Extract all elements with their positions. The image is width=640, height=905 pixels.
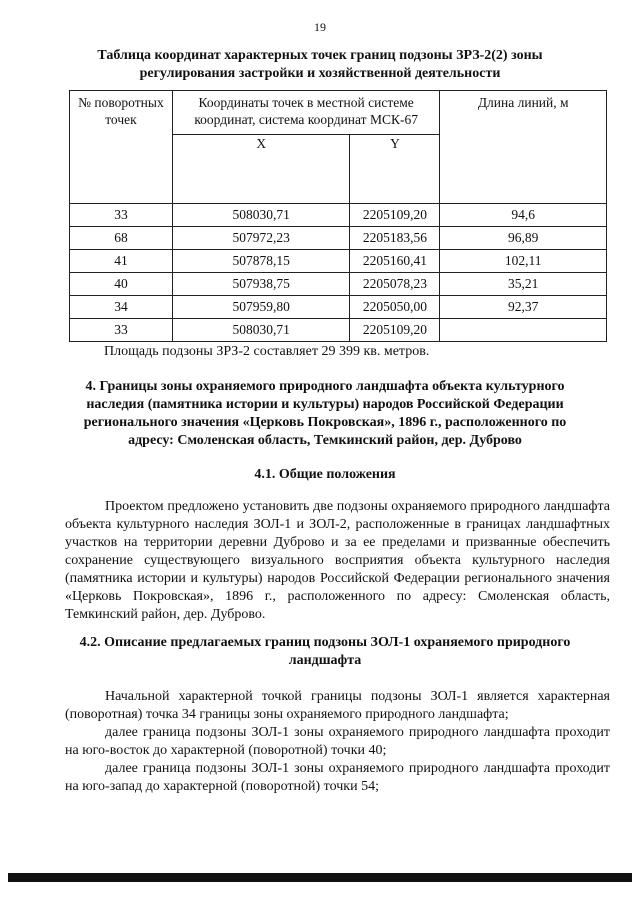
cell-point: 33 <box>70 204 173 227</box>
section-4-2-paragraph-3: далее граница подзоны ЗОЛ-1 зоны охраняемого природного ландшафта проходит на юго-запад до характерной (поворотной) точки 54; <box>65 761 610 794</box>
cell-y: 2205160,41 <box>350 250 440 273</box>
table-row <box>70 250 607 273</box>
section-4-2-paragraph-1: Начальной характерной точкой границы подзоны ЗОЛ-1 является характерная (поворотная) точка 34 границы зоны охраняемого природного ландшафта; <box>65 689 610 722</box>
cell-y: 2205109,20 <box>350 204 440 227</box>
table-row <box>70 296 607 319</box>
cell-point: 33 <box>70 319 173 342</box>
table-row <box>70 227 607 250</box>
section-4-2-paragraph-2: далее граница подзоны ЗОЛ-1 зоны охраняемого природного ландшафта проходит на юго-восток до характерной (поворотной) точки 40; <box>65 725 610 758</box>
section-4-heading: 4. Границы зоны охраняемого природного ландшафта объекта культурного наследия (памятника истории и культуры) народов Российской Федерации регионального значения «Церковь Покровская», 1896 г., расположенного по адресу: Смоленская область, Темкинский район, дер. Дуброво <box>83 379 567 448</box>
cell-x: 507878,15 <box>172 250 350 273</box>
table-row <box>70 204 607 227</box>
section-4-2-heading: 4.2. Описание предлагаемых границ подзоны ЗОЛ-1 охраняемого природного ландшафта <box>79 635 571 668</box>
cell-y: 2205183,56 <box>350 227 440 250</box>
table-title: Таблица координат характерных точек границ подзоны ЗРЗ-2(2) зоны регулирования застройки и хозяйственной деятельности <box>97 48 543 81</box>
cell-y: 2205109,20 <box>350 319 440 342</box>
cell-length: 96,89 <box>440 227 607 250</box>
cell-length: 92,37 <box>440 296 607 319</box>
header-line-length: Длина линий, м <box>440 91 607 204</box>
section-4-1-heading: 4.1. Общие положения <box>254 467 396 482</box>
table-row <box>70 273 607 296</box>
cell-point: 40 <box>70 273 173 296</box>
scan-edge-bar <box>8 873 632 882</box>
table-row <box>70 319 607 342</box>
header-y: Y <box>350 135 440 204</box>
section-4-1-paragraph: Проектом предложено установить две подзоны охраняемого природного ландшафта объекта культурного наследия ЗОЛ-1 и ЗОЛ-2, расположенные в границах ландшафтных участков на территории деревни Дуброво и за ее пределами и призванные обеспечить сохранение существующего визуального восприятия объекта культурного наследия (памятника истории и культуры) народов Российской Федерации регионального значения «Церковь Покровская», 1896 г., расположенного по адресу: Смоленская область, Темкинский район, дер. Дуброво. <box>65 499 610 622</box>
cell-point: 41 <box>70 250 173 273</box>
coordinates-table <box>69 90 607 342</box>
cell-length: 102,11 <box>440 250 607 273</box>
cell-y: 2205078,23 <box>350 273 440 296</box>
cell-point: 34 <box>70 296 173 319</box>
cell-length: 35,21 <box>440 273 607 296</box>
header-coordinates-group: Координаты точек в местной системе координат, система координат МСК-67 <box>172 91 440 135</box>
cell-point: 68 <box>70 227 173 250</box>
area-statement: Площадь подзоны ЗРЗ-2 составляет 29 399 кв. метров. <box>104 344 430 359</box>
cell-x: 507959,80 <box>172 296 350 319</box>
cell-length: 94,6 <box>440 204 607 227</box>
cell-x: 508030,71 <box>172 204 350 227</box>
page-number: 19 <box>314 20 326 34</box>
table-header-row <box>70 91 607 135</box>
cell-x: 507938,75 <box>172 273 350 296</box>
cell-length <box>440 319 607 342</box>
cell-x: 507972,23 <box>172 227 350 250</box>
cell-y: 2205050,00 <box>350 296 440 319</box>
header-x: X <box>172 135 350 204</box>
cell-x: 508030,71 <box>172 319 350 342</box>
header-point-number: № поворотных точек <box>70 91 173 204</box>
